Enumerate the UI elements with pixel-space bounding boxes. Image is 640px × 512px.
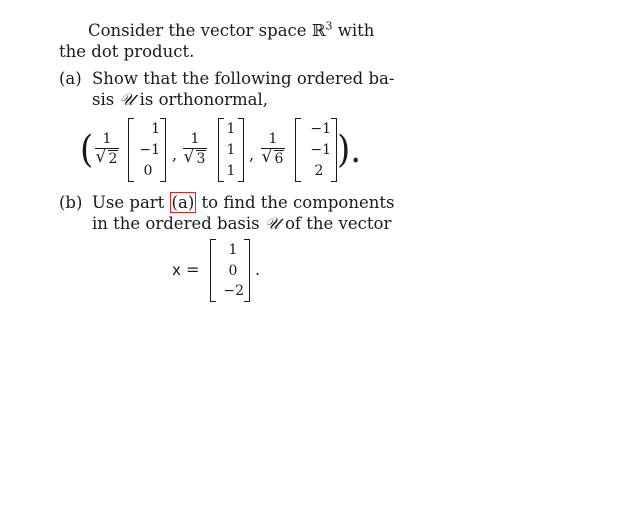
coefficient-1: 1 √ 2 [95,131,118,167]
basis-vector-2 [218,118,244,182]
matrix-entry: 0 [143,163,153,179]
coefficient-3: 1 √ 6 [261,131,284,167]
close-paren: ). [337,128,362,172]
part-a-reference-link[interactable]: (a) [171,193,195,212]
matrix-entry: 1 [226,163,236,179]
space-exponent: 3 [325,19,333,33]
vector-x [210,239,250,302]
coefficient-2: 1 √ 3 [183,131,206,167]
part-b-line-2 [92,213,391,234]
basis-vector-1 [128,118,166,182]
coef-radicand: 3 [196,151,206,167]
part-a-text-end: is orthonormal, [134,90,269,109]
matrix-entry: 1 [151,121,160,137]
part-b-label: (b) [59,193,83,212]
open-paren: ( [80,128,94,172]
coef-radicand: 2 [108,151,118,167]
matrix-entry: −1 [310,142,331,158]
matrix-entry: −1 [139,142,160,158]
basis-symbol: 𝒰 [119,90,135,109]
vector-x-label: x [172,261,181,279]
coef-numerator: 1 [102,131,112,147]
matrix-entry: −2 [223,283,244,299]
part-a-text: sis [92,90,120,109]
part-a-label: (a) [59,69,82,88]
matrix-entry: 2 [314,163,324,179]
part-b-text-mid: to find the components [196,193,395,212]
part-b-text-2: in the ordered basis [92,214,265,233]
coef-radicand: 6 [274,151,284,167]
period: . [255,260,261,279]
comma-separator: , [249,145,255,164]
basis-vector-3 [295,118,337,182]
part-b-line-1 [92,192,394,213]
intro-text-end: with [332,21,375,40]
matrix-entry: 0 [228,262,238,279]
part-a-line-1: Show that the following ordered ba- [92,69,395,88]
matrix-entry: −1 [310,121,331,137]
part-b-text-end: of the vector [279,214,392,233]
matrix-entry: 1 [226,142,236,158]
coef-numerator: 1 [268,131,278,147]
real-space-symbol: ℝ [311,21,326,40]
intro-line-1 [88,20,374,41]
intro-line-2: the dot product. [59,42,195,61]
equals-sign: = [186,260,200,279]
intro-text: Consider the vector space [88,21,312,40]
matrix-entry: 1 [226,121,236,137]
part-a-line-2 [92,89,268,110]
matrix-entry: 1 [228,242,238,258]
part-b-text: Use part [92,193,170,212]
coef-numerator: 1 [190,131,200,147]
basis-symbol: 𝒰 [264,214,280,233]
comma-separator: , [172,145,178,164]
